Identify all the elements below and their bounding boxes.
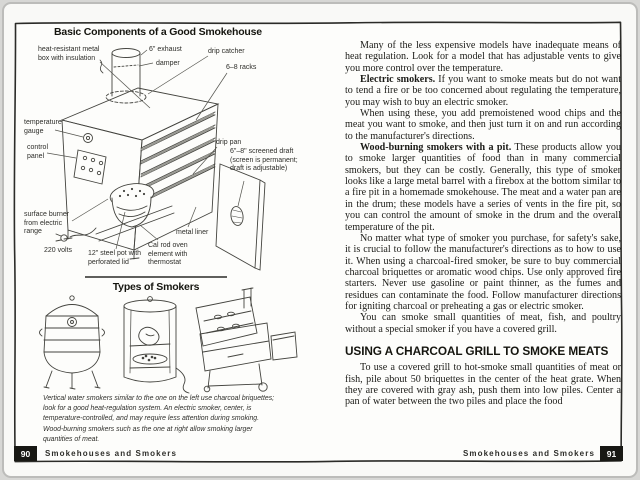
- label-screened-draft: 6"–8" screened draft (screen is permanent; draft is adjustable): [230, 148, 298, 173]
- label-racks: 6–8 racks: [226, 64, 257, 71]
- paragraph: Electric smokers. If you want to smoke meats but do not want to tend a fire or be too concerned about regulating the temperature, you may wish to buy an electric smoker.: [345, 74, 622, 108]
- label-temperature-gauge: temperature gauge: [24, 119, 62, 135]
- left-page-number: 90: [14, 446, 37, 461]
- label-steel-pot: 12" steel pot with perforated lid: [88, 250, 142, 266]
- label-surface-burner: surface burner from electric range: [24, 211, 70, 236]
- section-heading: USING A CHARCOAL GRILL TO SMOKE MEATS: [345, 343, 609, 358]
- paragraph-lead: Electric smokers.: [360, 74, 436, 86]
- label-heat-resistant-box: heat-resistant metal box with insulation: [38, 46, 100, 62]
- paragraph: To use a covered grill to hot-smoke small quantities of meat or fish, pile about 50 briquettes in the center of the heat grate. When they are covered with gray ash, push them into low piles. Center a pan of water between the two piles and place the food: [345, 362, 621, 408]
- right-running-title: Smokehouses and Smokers: [462, 449, 595, 458]
- paragraph: When using these, you add premoistened wood chips and the meat you want to smoke, and then just turn it on and run according to the manufacturer's directions.: [345, 108, 621, 142]
- types-of-smokers-title: Types of Smokers: [112, 281, 200, 293]
- label-metal-liner: metal liner: [176, 229, 209, 236]
- paragraph: No matter what type of smoker you purchase, for safety's sake, it is crucial to follow the manufacturer's directions as to how to use it. When using a charcoal-fired smoker, be sure to buy commercial charcoal briquettes or aromatic wood chips. Use only approved fire starters. Never use gasoline or paint thinner, as the fumes and residues can contaminate the food. Follow manufacturer directions for igniting charcoal or preheating a gas or electric smoker.: [345, 232, 621, 312]
- paragraph-lead: Wood-burning smokers with a pit.: [360, 142, 512, 154]
- left-running-title: Smokehouses and Smokers: [45, 449, 178, 458]
- label-exhaust: 6" exhaust: [149, 46, 182, 53]
- label-cal-rod-element: Cal rod oven element with thermostat: [148, 242, 188, 267]
- label-220-volts: 220 volts: [44, 247, 73, 254]
- paragraph: You can smoke small quantities of meat, fish, and poultry without a special smoker if you have a covered grill.: [345, 312, 621, 335]
- paragraph: Many of the less expensive models have inadequate means of heat regulation. Look for a model that has adjustable vents to give you more control over the temperature.: [345, 40, 621, 74]
- left-page-title: Basic Components of a Good Smokehouse: [54, 26, 262, 38]
- paragraph: Wood-burning smokers with a pit. These products allow you to smoke larger quantities of food than in many commercial smokers, but they can be costly. Generally, this type of smoker looks like a large metal barrel with a firebox at the bottom similar to a fire pit in a homemade smokehouse. The meat and a water pan are in the drum; these models have a series of vents in the fire pit, so you can control the amount of smoke in the drum and the overall temperature of the pit.: [345, 142, 621, 233]
- label-damper: damper: [156, 60, 180, 67]
- right-page-text-column: [345, 40, 621, 408]
- label-control-panel: control panel: [27, 144, 49, 160]
- smokers-caption: Vertical water smokers similar to the one on the left use charcoal briquettes; look for a good heat-regulation system. An electric smoker, center, is temperature-controlled, and may require less attention during smoking. Wood-burning smokers such as the one at right allow smoking larger quantities of meat.: [43, 395, 275, 443]
- label-drip-catcher: drip catcher: [208, 48, 245, 55]
- label-drip-pan: drip pan: [216, 139, 242, 146]
- right-page-number: 91: [600, 446, 623, 461]
